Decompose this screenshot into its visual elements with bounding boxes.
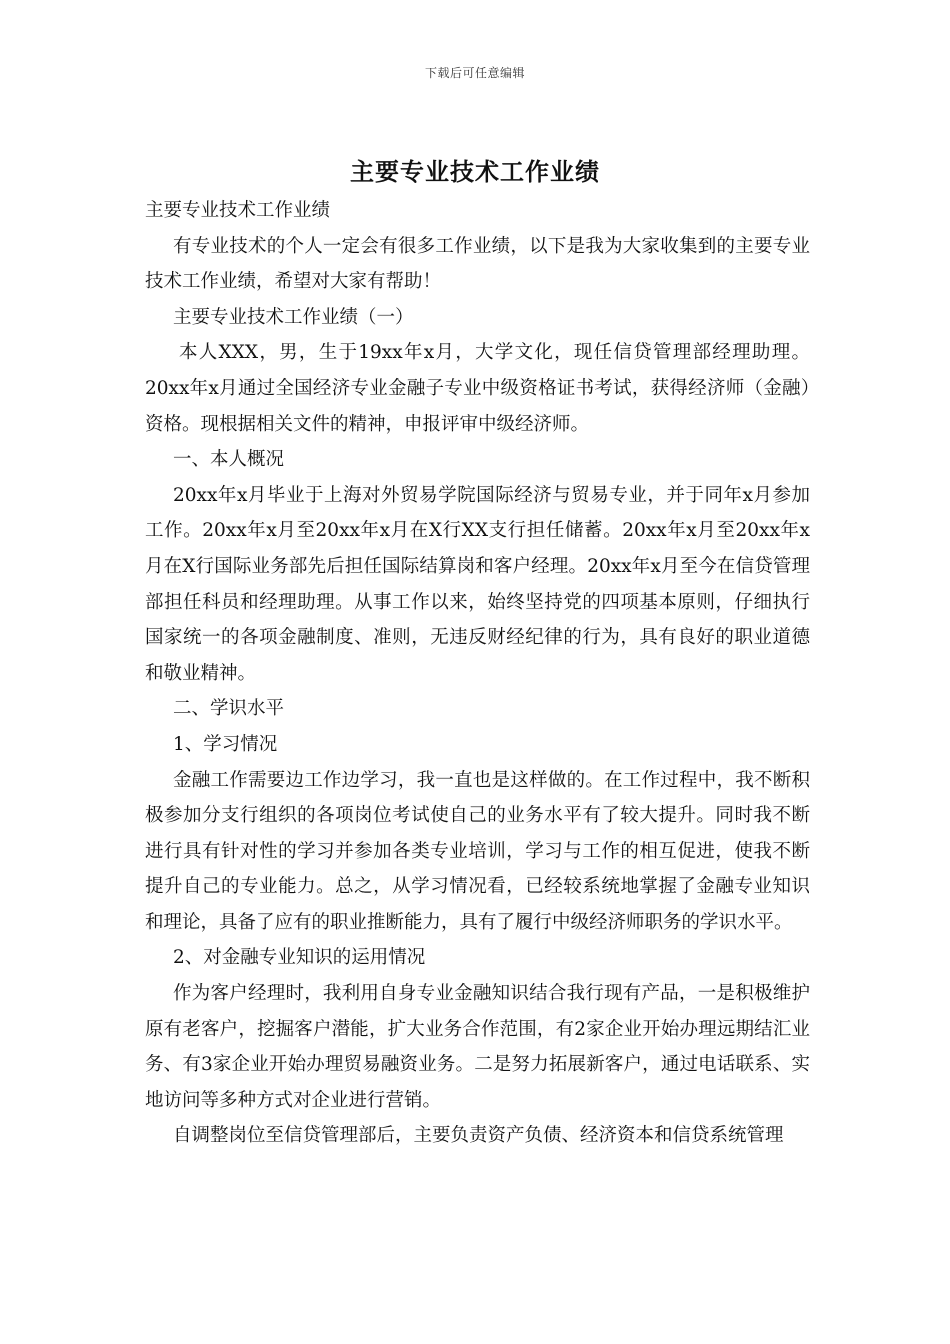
body-paragraph: 金融工作需要边工作边学习，我一直也是这样做的。在工作过程中，我不断积极参加分支行组织的各项岗位考试使自己的业务水平有了较大提升。同时我不断进行具有针对性的学习并参加各类专业培训，学习与工作的相互促进，使我不断提升自己的专业能力。总之，从学习情况看，已经较系统地掌握了金融专业知识和理论，具备了应有的职业推断能力，具有了履行中级经济师职务的学识水平。 xyxy=(145,769,810,933)
header-note: 下载后可任意编辑 xyxy=(424,66,525,80)
section-heading: 主要专业技术工作业绩（一） xyxy=(173,306,414,328)
body-paragraph: 本人XXX，男，生于19xx年x月，大学文化，现任信贷管理部经理助理。20xx年x月通过全国经济专业金融子专业中级资格证书考试，获得经济师（金融）资格。现根据相关文件的精神，申报评审中级经济师。 xyxy=(145,342,810,435)
body-paragraph: 20xx年x月毕业于上海对外贸易学院国际经济与贸易专业，并于同年x月参加工作。20xx年x月至20xx年x月在X行XX支行担任储蓄。20xx年x月至20xx年x月在X行国际业务部先后担任国际结算岗和客户经理。20xx年x月至今在信贷管理部担任科员和经理助理。从事工作以来，始终坚持党的四项基本原则，仔细执行国家统一的各项金融制度、准则，无违反财经纪律的行为，具有良好的职业道德和敬业精神。 xyxy=(145,484,810,684)
section-heading: 2、对金融专业知识的运用情况 xyxy=(173,947,426,969)
document-body xyxy=(145,193,810,1154)
subtitle-paragraph: 主要专业技术工作业绩 xyxy=(145,200,331,221)
body-paragraph: 作为客户经理时，我利用自身专业金融知识结合我行现有产品，一是积极维护原有老客户，挖掘客户潜能，扩大业务合作范围，有2家企业开始办理远期结汇业务、有3家企业开始办理贸易融资业务。二是努力拓展新客户，通过电话联系、实地访问等多种方式对企业进行营销。 xyxy=(145,983,810,1111)
body-paragraph: 自调整岗位至信贷管理部后，主要负责资产负债、经济资本和信贷系统管理 xyxy=(173,1125,784,1147)
intro-paragraph: 有专业技术的个人一定会有很多工作业绩，以下是我为大家收集到的主要专业技术工作业绩，希望对大家有帮助！ xyxy=(145,235,810,293)
section-heading: 一、本人概况 xyxy=(173,449,285,471)
section-heading: 二、学识水平 xyxy=(173,698,285,720)
document-title: 主要专业技术工作业绩 xyxy=(350,157,600,186)
section-heading: 1、学习情况 xyxy=(173,733,278,755)
